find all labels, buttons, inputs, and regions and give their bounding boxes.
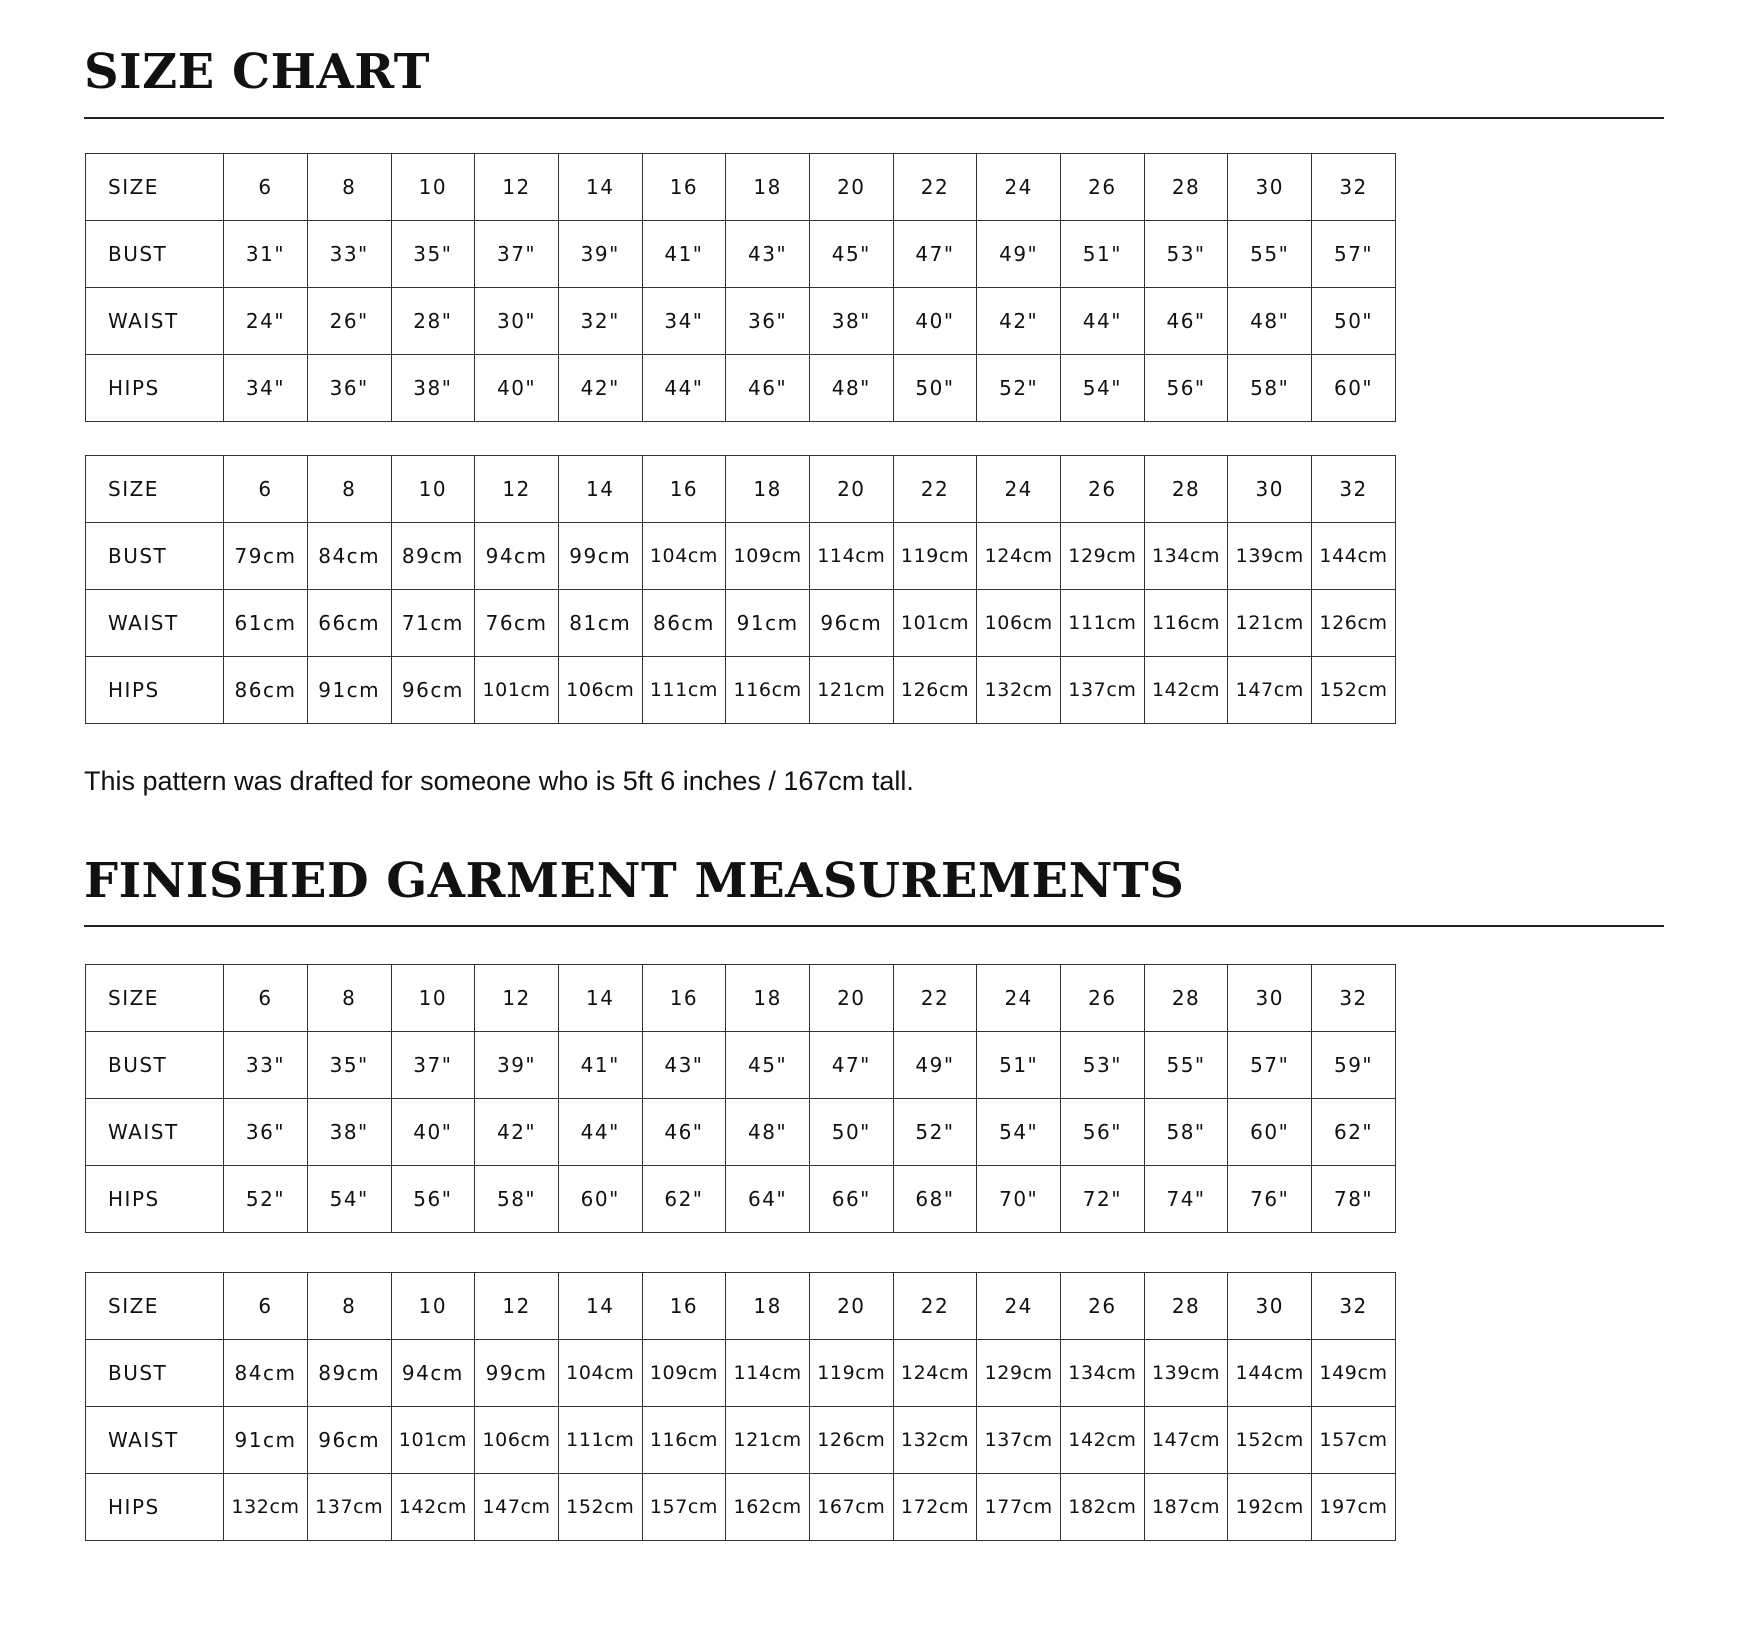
table-cell: 132cm — [893, 1407, 977, 1474]
table-cell: 56" — [1061, 1099, 1145, 1166]
table-cell: 119cm — [893, 523, 977, 590]
table-cell: 86cm — [642, 590, 726, 657]
table-cell: 116cm — [1144, 590, 1228, 657]
table-cell: 54" — [977, 1099, 1061, 1166]
table-cell: 142cm — [1061, 1407, 1145, 1474]
table-cell: 30 — [1228, 456, 1312, 523]
table-cell: 37" — [475, 221, 559, 288]
table-cell: 24 — [977, 154, 1061, 221]
table-cell: 106cm — [558, 657, 642, 724]
table-cell: 24 — [977, 1273, 1061, 1340]
table-cell: 44" — [642, 355, 726, 422]
table-cell: 66" — [809, 1166, 893, 1233]
table-cell: 78" — [1312, 1166, 1396, 1233]
table-cell: 116cm — [642, 1407, 726, 1474]
table-cell: 49" — [977, 221, 1061, 288]
table-cell: 50" — [809, 1099, 893, 1166]
table-cell: 152cm — [1228, 1407, 1312, 1474]
table-cell: 116cm — [726, 657, 810, 724]
size-chart-imperial-table — [85, 153, 1396, 422]
table-cell: 142cm — [1144, 657, 1228, 724]
table-cell: 111cm — [642, 657, 726, 724]
table-cell: 50" — [1312, 288, 1396, 355]
table-cell: 147cm — [475, 1474, 559, 1541]
row-label: BUST — [86, 221, 224, 288]
table-row-bust — [86, 221, 1396, 288]
table-cell: 79cm — [224, 523, 308, 590]
table-cell: 121cm — [1228, 590, 1312, 657]
table-cell: 53" — [1144, 221, 1228, 288]
table-cell: 18 — [726, 1273, 810, 1340]
table-cell: 197cm — [1312, 1474, 1396, 1541]
table-cell: 55" — [1144, 1032, 1228, 1099]
table-cell: 84cm — [224, 1340, 308, 1407]
table-cell: 45" — [809, 221, 893, 288]
table-cell: 6 — [224, 456, 308, 523]
table-cell: 26 — [1061, 1273, 1145, 1340]
table-cell: 187cm — [1144, 1474, 1228, 1541]
table-cell: 38" — [391, 355, 475, 422]
table-row-waist — [86, 590, 1396, 657]
table-cell: 74" — [1144, 1166, 1228, 1233]
table-cell: 62" — [1312, 1099, 1396, 1166]
table-cell: 104cm — [642, 523, 726, 590]
table-cell: 60" — [1228, 1099, 1312, 1166]
table-cell: 56" — [391, 1166, 475, 1233]
table-cell: 60" — [1312, 355, 1396, 422]
table-cell: 137cm — [1061, 657, 1145, 724]
row-label: WAIST — [86, 288, 224, 355]
table-cell: 50" — [893, 355, 977, 422]
table-row-waist — [86, 1407, 1396, 1474]
table-cell: 30 — [1228, 965, 1312, 1032]
table-cell: 137cm — [307, 1474, 391, 1541]
table-cell: 56" — [1144, 355, 1228, 422]
table-cell: 126cm — [1312, 590, 1396, 657]
table-cell: 20 — [809, 154, 893, 221]
table-cell: 40" — [391, 1099, 475, 1166]
table-cell: 134cm — [1144, 523, 1228, 590]
table-cell: 109cm — [726, 523, 810, 590]
table-row-bust — [86, 1340, 1396, 1407]
table-cell: 152cm — [1312, 657, 1396, 724]
row-label: HIPS — [86, 657, 224, 724]
table-row-size — [86, 154, 1396, 221]
table-cell: 28" — [391, 288, 475, 355]
table-cell: 46" — [642, 1099, 726, 1166]
table-cell: 10 — [391, 965, 475, 1032]
table-cell: 26 — [1061, 456, 1145, 523]
table-cell: 192cm — [1228, 1474, 1312, 1541]
table-cell: 22 — [893, 456, 977, 523]
table-cell: 16 — [642, 154, 726, 221]
table-cell: 81cm — [558, 590, 642, 657]
finished-garment-imperial-table — [85, 964, 1396, 1233]
table-cell: 99cm — [475, 1340, 559, 1407]
table-cell: 39" — [475, 1032, 559, 1099]
table-cell: 24" — [224, 288, 308, 355]
table-cell: 55" — [1228, 221, 1312, 288]
table-cell: 104cm — [558, 1340, 642, 1407]
row-label: BUST — [86, 523, 224, 590]
table-cell: 47" — [809, 1032, 893, 1099]
table-cell: 33" — [307, 221, 391, 288]
table-cell: 36" — [726, 288, 810, 355]
table-cell: 124cm — [893, 1340, 977, 1407]
table-cell: 26 — [1061, 154, 1145, 221]
row-label: HIPS — [86, 1474, 224, 1541]
table-cell: 35" — [391, 221, 475, 288]
table-cell: 101cm — [475, 657, 559, 724]
table-cell: 99cm — [558, 523, 642, 590]
table-cell: 8 — [307, 154, 391, 221]
table-cell: 46" — [1144, 288, 1228, 355]
table-cell: 139cm — [1144, 1340, 1228, 1407]
table-cell: 51" — [977, 1032, 1061, 1099]
table-cell: 10 — [391, 154, 475, 221]
table-row-size — [86, 456, 1396, 523]
table-cell: 24 — [977, 456, 1061, 523]
table-cell: 46" — [726, 355, 810, 422]
finished-garment-metric-table — [85, 1272, 1396, 1541]
table-cell: 111cm — [558, 1407, 642, 1474]
table-cell: 49" — [893, 1032, 977, 1099]
table-cell: 30" — [475, 288, 559, 355]
table-cell: 60" — [558, 1166, 642, 1233]
table-cell: 52" — [224, 1166, 308, 1233]
table-cell: 8 — [307, 1273, 391, 1340]
table-cell: 24 — [977, 965, 1061, 1032]
row-label: HIPS — [86, 355, 224, 422]
table-cell: 44" — [1061, 288, 1145, 355]
table-cell: 42" — [475, 1099, 559, 1166]
table-cell: 28 — [1144, 1273, 1228, 1340]
table-cell: 114cm — [809, 523, 893, 590]
table-cell: 38" — [307, 1099, 391, 1166]
table-cell: 58" — [1228, 355, 1312, 422]
table-cell: 20 — [809, 965, 893, 1032]
table-cell: 172cm — [893, 1474, 977, 1541]
table-cell: 144cm — [1228, 1340, 1312, 1407]
table-cell: 16 — [642, 965, 726, 1032]
table-cell: 76cm — [475, 590, 559, 657]
table-cell: 71cm — [391, 590, 475, 657]
table-cell: 14 — [558, 1273, 642, 1340]
row-label: WAIST — [86, 590, 224, 657]
table-cell: 59" — [1312, 1032, 1396, 1099]
table-cell: 157cm — [1312, 1407, 1396, 1474]
row-label: WAIST — [86, 1099, 224, 1166]
table-cell: 47" — [893, 221, 977, 288]
table-cell: 6 — [224, 154, 308, 221]
table-cell: 96cm — [307, 1407, 391, 1474]
table-cell: 41" — [558, 1032, 642, 1099]
table-cell: 48" — [726, 1099, 810, 1166]
table-cell: 36" — [307, 355, 391, 422]
table-cell: 37" — [391, 1032, 475, 1099]
table-cell: 124cm — [977, 523, 1061, 590]
size-chart-title: SIZE CHART — [84, 44, 431, 100]
table-cell: 32 — [1312, 1273, 1396, 1340]
table-cell: 42" — [977, 288, 1061, 355]
table-cell: 44" — [558, 1099, 642, 1166]
table-cell: 129cm — [977, 1340, 1061, 1407]
table-cell: 147cm — [1144, 1407, 1228, 1474]
table-cell: 51" — [1061, 221, 1145, 288]
table-cell: 58" — [1144, 1099, 1228, 1166]
finished-garment-title: FINISHED GARMENT MEASUREMENTS — [84, 853, 1185, 909]
table-cell: 18 — [726, 154, 810, 221]
table-cell: 16 — [642, 1273, 726, 1340]
table-cell: 106cm — [475, 1407, 559, 1474]
table-cell: 32 — [1312, 154, 1396, 221]
table-cell: 12 — [475, 965, 559, 1032]
table-row-waist — [86, 288, 1396, 355]
table-cell: 26 — [1061, 965, 1145, 1032]
table-cell: 149cm — [1312, 1340, 1396, 1407]
table-cell: 16 — [642, 456, 726, 523]
row-label: BUST — [86, 1032, 224, 1099]
table-cell: 14 — [558, 965, 642, 1032]
table-cell: 96cm — [391, 657, 475, 724]
table-cell: 126cm — [809, 1407, 893, 1474]
table-cell: 76" — [1228, 1166, 1312, 1233]
finished-garment-divider — [84, 925, 1664, 927]
table-cell: 20 — [809, 1273, 893, 1340]
table-cell: 121cm — [726, 1407, 810, 1474]
size-chart-metric-table — [85, 455, 1396, 724]
table-cell: 54" — [1061, 355, 1145, 422]
height-note: This pattern was drafted for someone who is 5ft 6 inches / 167cm tall. — [84, 766, 914, 796]
table-cell: 8 — [307, 965, 391, 1032]
table-cell: 34" — [642, 288, 726, 355]
table-cell: 32 — [1312, 456, 1396, 523]
table-cell: 45" — [726, 1032, 810, 1099]
table-cell: 121cm — [809, 657, 893, 724]
table-cell: 40" — [475, 355, 559, 422]
table-cell: 96cm — [809, 590, 893, 657]
table-cell: 167cm — [809, 1474, 893, 1541]
row-label: SIZE — [86, 456, 224, 523]
table-cell: 14 — [558, 456, 642, 523]
table-cell: 43" — [642, 1032, 726, 1099]
table-cell: 142cm — [391, 1474, 475, 1541]
table-cell: 157cm — [642, 1474, 726, 1541]
table-cell: 66cm — [307, 590, 391, 657]
row-label: SIZE — [86, 1273, 224, 1340]
table-row-hips — [86, 657, 1396, 724]
table-cell: 6 — [224, 1273, 308, 1340]
table-cell: 48" — [1228, 288, 1312, 355]
table-cell: 86cm — [224, 657, 308, 724]
table-cell: 28 — [1144, 154, 1228, 221]
table-cell: 48" — [809, 355, 893, 422]
table-cell: 22 — [893, 965, 977, 1032]
table-cell: 12 — [475, 456, 559, 523]
table-cell: 119cm — [809, 1340, 893, 1407]
row-label: WAIST — [86, 1407, 224, 1474]
table-cell: 109cm — [642, 1340, 726, 1407]
table-cell: 70" — [977, 1166, 1061, 1233]
table-cell: 132cm — [977, 657, 1061, 724]
table-cell: 52" — [893, 1099, 977, 1166]
table-cell: 28 — [1144, 456, 1228, 523]
table-cell: 43" — [726, 221, 810, 288]
table-cell: 12 — [475, 154, 559, 221]
table-cell: 54" — [307, 1166, 391, 1233]
table-cell: 10 — [391, 456, 475, 523]
row-label: SIZE — [86, 154, 224, 221]
table-cell: 101cm — [893, 590, 977, 657]
table-cell: 40" — [893, 288, 977, 355]
table-cell: 91cm — [307, 657, 391, 724]
table-cell: 53" — [1061, 1032, 1145, 1099]
table-cell: 32" — [558, 288, 642, 355]
table-cell: 22 — [893, 1273, 977, 1340]
table-cell: 91cm — [224, 1407, 308, 1474]
table-cell: 26" — [307, 288, 391, 355]
table-cell: 91cm — [726, 590, 810, 657]
table-cell: 30 — [1228, 1273, 1312, 1340]
table-cell: 89cm — [391, 523, 475, 590]
row-label: HIPS — [86, 1166, 224, 1233]
table-cell: 94cm — [475, 523, 559, 590]
table-cell: 38" — [809, 288, 893, 355]
table-row-hips — [86, 355, 1396, 422]
table-cell: 30 — [1228, 154, 1312, 221]
table-cell: 114cm — [726, 1340, 810, 1407]
table-cell: 129cm — [1061, 523, 1145, 590]
table-cell: 42" — [558, 355, 642, 422]
table-cell: 36" — [224, 1099, 308, 1166]
table-cell: 137cm — [977, 1407, 1061, 1474]
table-cell: 22 — [893, 154, 977, 221]
table-row-size — [86, 1273, 1396, 1340]
size-chart-divider — [84, 117, 1664, 119]
table-cell: 144cm — [1312, 523, 1396, 590]
table-cell: 134cm — [1061, 1340, 1145, 1407]
table-cell: 177cm — [977, 1474, 1061, 1541]
table-cell: 64" — [726, 1166, 810, 1233]
table-cell: 20 — [809, 456, 893, 523]
table-cell: 28 — [1144, 965, 1228, 1032]
table-cell: 12 — [475, 1273, 559, 1340]
table-cell: 147cm — [1228, 657, 1312, 724]
table-cell: 106cm — [977, 590, 1061, 657]
table-cell: 101cm — [391, 1407, 475, 1474]
table-cell: 32 — [1312, 965, 1396, 1032]
row-label: BUST — [86, 1340, 224, 1407]
table-cell: 61cm — [224, 590, 308, 657]
table-cell: 33" — [224, 1032, 308, 1099]
table-cell: 58" — [475, 1166, 559, 1233]
table-cell: 84cm — [307, 523, 391, 590]
table-cell: 182cm — [1061, 1474, 1145, 1541]
table-cell: 18 — [726, 456, 810, 523]
table-cell: 68" — [893, 1166, 977, 1233]
table-cell: 89cm — [307, 1340, 391, 1407]
table-cell: 41" — [642, 221, 726, 288]
table-cell: 132cm — [224, 1474, 308, 1541]
table-cell: 72" — [1061, 1166, 1145, 1233]
table-row-bust — [86, 523, 1396, 590]
table-cell: 111cm — [1061, 590, 1145, 657]
table-cell: 139cm — [1228, 523, 1312, 590]
table-row-hips — [86, 1166, 1396, 1233]
table-cell: 39" — [558, 221, 642, 288]
table-cell: 10 — [391, 1273, 475, 1340]
table-cell: 8 — [307, 456, 391, 523]
table-cell: 152cm — [558, 1474, 642, 1541]
table-cell: 6 — [224, 965, 308, 1032]
row-label: SIZE — [86, 965, 224, 1032]
table-cell: 35" — [307, 1032, 391, 1099]
table-row-size — [86, 965, 1396, 1032]
table-cell: 14 — [558, 154, 642, 221]
table-row-bust — [86, 1032, 1396, 1099]
table-row-hips — [86, 1474, 1396, 1541]
table-row-waist — [86, 1099, 1396, 1166]
table-cell: 52" — [977, 355, 1061, 422]
table-cell: 62" — [642, 1166, 726, 1233]
table-cell: 34" — [224, 355, 308, 422]
table-cell: 94cm — [391, 1340, 475, 1407]
table-cell: 31" — [224, 221, 308, 288]
table-cell: 57" — [1228, 1032, 1312, 1099]
table-cell: 18 — [726, 965, 810, 1032]
table-cell: 57" — [1312, 221, 1396, 288]
table-cell: 126cm — [893, 657, 977, 724]
table-cell: 162cm — [726, 1474, 810, 1541]
